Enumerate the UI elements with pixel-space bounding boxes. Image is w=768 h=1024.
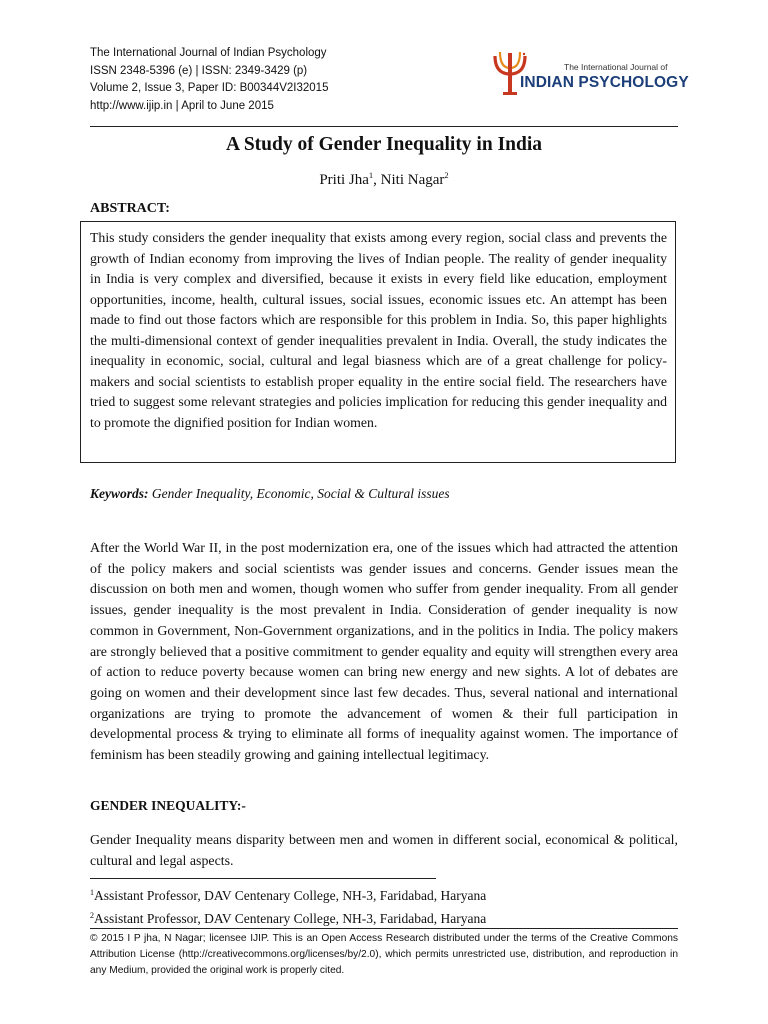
authors-line (0, 170, 768, 189)
keywords-line (90, 486, 450, 502)
author-1-affiliation-mark: 1 (368, 170, 374, 180)
footnote-rule (90, 878, 436, 879)
journal-name: The International Journal of Indian Psychology (90, 47, 327, 59)
license-text: © 2015 I P jha, N Nagar; licensee IJIP. This is an Open Access Research distributed under the terms of the Creative Commons Attribution License (http://creativecommons.org/licenses/by/2.0), which permits unrestricted use, distribution, and reproduction in any Medium, provided the original work is properly cited. (90, 933, 678, 976)
abstract-box (80, 221, 676, 463)
footnotes (90, 883, 486, 929)
author-separator: , (373, 172, 381, 188)
footnote-1 (90, 883, 486, 906)
header-rule (90, 126, 678, 127)
author-2: Niti Nagar (380, 172, 445, 188)
footnote-2 (90, 906, 486, 929)
keywords-text: Gender Inequality, Economic, Social & Cultural issues (148, 486, 450, 501)
footnote-2-mark: 2 (90, 911, 94, 920)
footnote-2-text: Assistant Professor, DAV Centenary College, NH-3, Faridabad, Haryana (94, 911, 487, 926)
abstract-text: This study considers the gender inequality that exists among every region, social class and prevents the growth of Indian economy from improving the lives of Indian people. The reality of gender inequality in India is very complex and diversified, because it exists in every field like education, employment opportunities, income, health, cultural issues, social issues, economic issues etc. An attempt has been made to find out those factors which are responsible for this problem in India. So, this paper highlights the multi-dimensional context of gender inequalities prevalent in India. Overall, the study indicates the inequality in economic, social, cultural and legal biasness which are of a great challenge for policy-makers and social scientists to establish proper equality in the entire social field. The researchers have tried to suggest some relevant strategies and policies implication for reducing this gender inequality and to promote the dignified position for Indian women. (90, 230, 667, 430)
logo-big-text: INDIAN PSYCHOLOGY (520, 74, 689, 91)
url-date-line[interactable]: http://www.ijip.in | April to June 2015 (90, 99, 274, 112)
journal-logo (492, 50, 689, 98)
section-paragraph: Gender Inequality means disparity between men and women in different social, economical & political, cultural and legal aspects. (90, 833, 678, 869)
intro-paragraph: After the World War II, in the post modernization era, one of the issues which had attracted the attention of the policy makers and social scientists was gender issues and concerns. Gender issues mean the discussion on both men and women, though women who suffer from gender inequality. From all gender issues, gender inequality is the most prevalent in India. Consideration of gender inequality is now common in Government, Non-Government organizations, and in the politics in India. The policy makers are strongly believed that a positive commitment to gender equality and equity will strengthen every area of action to reduce poverty because women can bring new energy and new sights. A lot of debates are going on women and their development since last few decades. Thus, several national and international organizations are trying to promote the advancement of women & their full participation in developmental process & trying to eliminate all forms of inequality against women. The importance of feminism has been steadily growing and gaining intellectual legitimacy. (90, 541, 678, 764)
author-1: Priti Jha (319, 172, 369, 188)
abstract-heading: ABSTRACT: (90, 201, 170, 216)
issn-line: ISSN 2348-5396 (e) | ISSN: 2349-3429 (p) (90, 64, 308, 77)
article-title: A Study of Gender Inequality in India (225, 134, 543, 155)
keywords-label: Keywords: (90, 486, 149, 501)
footnote-1-mark: 1 (90, 888, 94, 897)
footnote-1-text: Assistant Professor, DAV Centenary College, NH-3, Faridabad, Haryana (94, 888, 487, 903)
author-2-affiliation-mark: 2 (444, 170, 449, 180)
volume-line: Volume 2, Issue 3, Paper ID: B00344V2I32015 (90, 82, 329, 94)
section-heading: GENDER INEQUALITY:- (90, 798, 246, 813)
license-rule (90, 928, 678, 929)
journal-header (90, 45, 328, 115)
logo-small-text: The International Journal of (564, 62, 668, 72)
